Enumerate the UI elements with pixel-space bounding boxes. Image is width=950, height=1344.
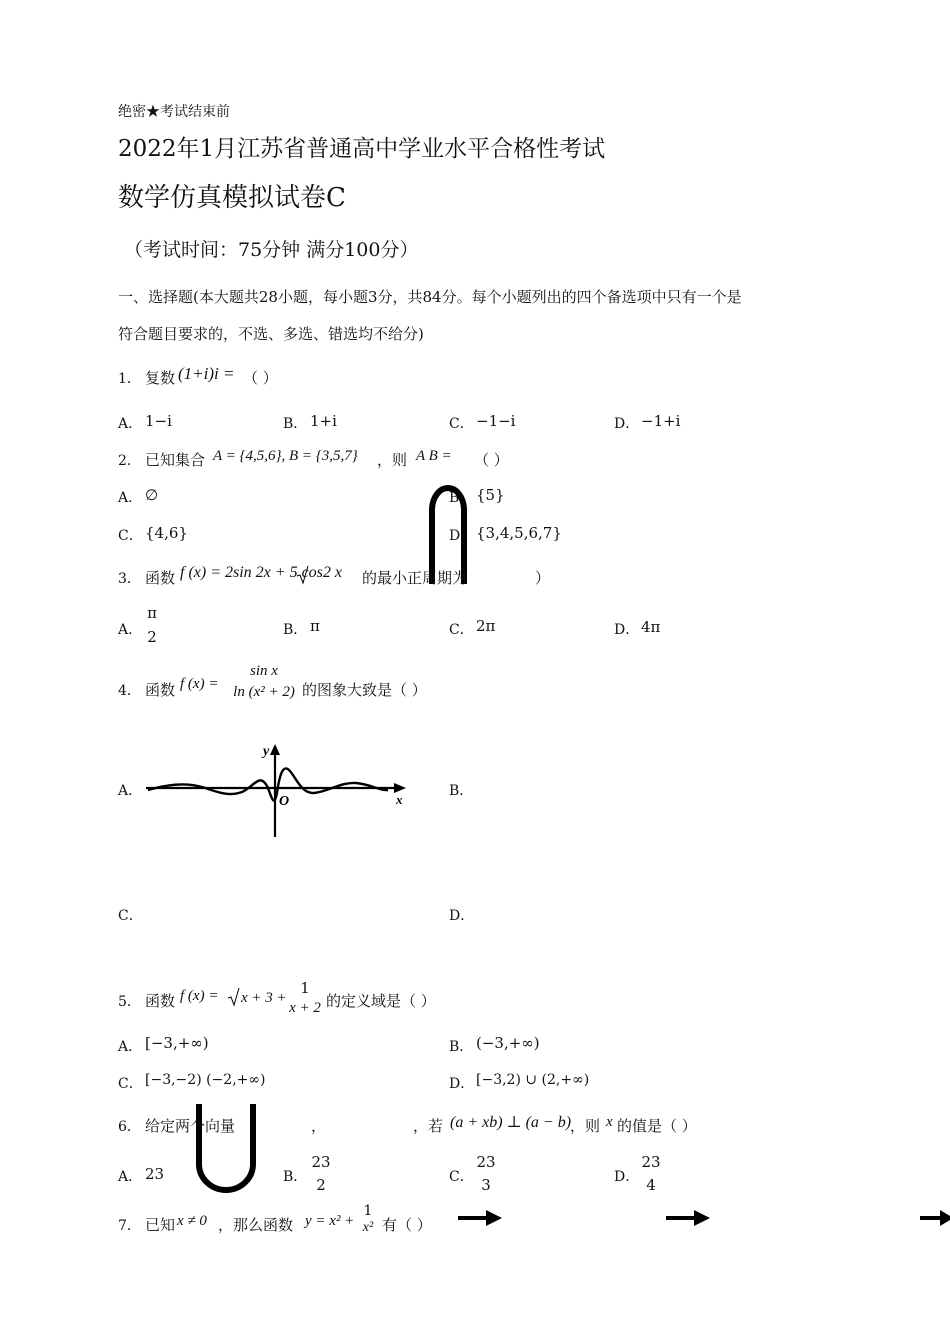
- question-stem: ，若: [413, 1117, 444, 1135]
- question-math: f (x) =: [180, 676, 219, 692]
- option-b-label: B．: [449, 1039, 474, 1055]
- option-d-label: D．: [614, 622, 640, 638]
- option-c-text: −1−i: [476, 412, 516, 430]
- option-c-label: C．: [449, 416, 474, 432]
- option-d-text: {3,4,5,6,7}: [476, 524, 562, 542]
- option-b-label: B．: [449, 783, 474, 799]
- option-b-label: B．: [283, 416, 308, 432]
- paper-title: 数学仿真模拟试卷C: [118, 183, 346, 213]
- option-d-fraction: [640, 1155, 662, 1193]
- option-b-text: (−3,+∞): [476, 1034, 540, 1052]
- function-curve: [148, 768, 388, 800]
- option-c-label: C．: [449, 1169, 474, 1185]
- option-a-text: 23: [145, 1165, 165, 1183]
- question-fraction: [226, 664, 302, 700]
- y-axis-arrow: [270, 744, 280, 755]
- question-number: 5．: [118, 994, 141, 1010]
- question-math: x + 3 +: [241, 990, 287, 1006]
- option-b-label: B．: [283, 622, 308, 638]
- question-number: 2．: [118, 453, 141, 469]
- question-stem: 的最小正周期为: [362, 569, 468, 587]
- option-a-text: 1−i: [145, 412, 172, 430]
- union-symbol: [195, 1104, 257, 1194]
- answer-blank: （ ）: [474, 451, 509, 469]
- question-stem: ，: [311, 1117, 327, 1135]
- answer-blank: ）: [535, 569, 551, 587]
- question-fraction: [358, 1204, 378, 1235]
- radical-sign: [228, 988, 240, 1006]
- vector-arrow-icon: [456, 1208, 504, 1228]
- question-number: 1．: [118, 371, 141, 387]
- x-axis-label: x: [396, 792, 403, 807]
- fraction-denominator: x²: [362, 1220, 374, 1235]
- option-b-text: 1+i: [310, 412, 337, 430]
- origin-label: O: [279, 794, 290, 809]
- option-d-text: [−3,2) ∪ (2,+∞): [476, 1072, 590, 1088]
- option-a-text: [−3,+∞): [145, 1034, 209, 1052]
- fraction-numerator: sin x: [250, 663, 278, 679]
- question-number: 4．: [118, 683, 141, 699]
- fraction-numerator: 23: [476, 1153, 496, 1171]
- option-d-label: D．: [449, 528, 475, 544]
- question-number: 3．: [118, 571, 141, 587]
- question-stem: 的图象大致是（ ）: [302, 681, 427, 699]
- fraction-denominator: 2: [316, 1176, 326, 1194]
- question-math: f (x) = 2sin 2x + 5 cos2 x: [180, 564, 342, 581]
- option-b-text: {5}: [476, 486, 505, 504]
- question-stem: ，那么函数: [218, 1216, 294, 1234]
- question-stem: 函数: [145, 681, 176, 699]
- option-b-text: π: [310, 617, 320, 635]
- fraction-numerator: 23: [311, 1153, 331, 1171]
- option-a-label: A．: [118, 416, 143, 432]
- question-stem: 已知: [145, 1216, 176, 1234]
- question-stem: ，则: [570, 1117, 601, 1135]
- question-math: f (x) =: [180, 988, 219, 1004]
- question-stem: 给定两个向量: [145, 1117, 236, 1135]
- option-c-fraction: [475, 1155, 497, 1193]
- option-a-label: A．: [118, 490, 143, 506]
- fraction-denominator: 3: [481, 1176, 491, 1194]
- question-math: A = {4,5,6}, B = {3,5,7}: [213, 448, 358, 464]
- question-stem: 函数: [145, 569, 176, 587]
- option-a-label: A．: [118, 622, 143, 638]
- fraction-denominator: ln (x² + 2): [233, 684, 295, 700]
- option-d-label: D．: [449, 1076, 475, 1092]
- exam-title: 2022年1月江苏省普通高中学业水平合格性考试: [118, 136, 606, 162]
- option-d-label: D．: [614, 416, 640, 432]
- option-b-label: B．: [283, 1169, 308, 1185]
- fraction-denominator: 2: [147, 628, 157, 646]
- option-c-text: {4,6}: [145, 524, 188, 542]
- fraction-numerator: 1: [300, 979, 310, 997]
- option-c-label: C．: [449, 622, 474, 638]
- fraction-denominator: x + 2: [289, 1000, 321, 1016]
- question-math: A B =: [416, 448, 452, 464]
- option-c-label: C．: [118, 528, 143, 544]
- question-stem: 已知集合: [145, 451, 206, 469]
- option-b-label: B．: [449, 490, 474, 506]
- radical-sign: [297, 566, 309, 584]
- vector-arrow-icon: [918, 1208, 950, 1228]
- option-a-fraction: [144, 606, 160, 645]
- answer-blank: （ ）: [243, 369, 278, 387]
- option-a-label: A．: [118, 783, 143, 799]
- question-stem: 复数: [145, 369, 176, 387]
- question-math: x: [606, 1114, 613, 1130]
- option-b-fraction: [310, 1155, 332, 1193]
- section-instructions-line2: 符合题目要求的，不选、多选、错选均不给分): [118, 325, 424, 343]
- option-a-graph: [144, 741, 410, 839]
- option-a-label: A．: [118, 1169, 143, 1185]
- fraction-numerator: 23: [641, 1153, 661, 1171]
- option-c-label: C．: [118, 908, 143, 924]
- question-math: (a + xb) ⊥ (a − b): [450, 1114, 572, 1131]
- y-axis-label: y: [263, 744, 270, 759]
- option-a-text: ∅: [145, 486, 159, 504]
- question-stem: ，则: [377, 451, 408, 469]
- option-d-label: D．: [449, 908, 475, 924]
- option-c-label: C．: [118, 1076, 143, 1092]
- question-fraction: [286, 981, 324, 1016]
- fraction-denominator: 4: [646, 1176, 656, 1194]
- question-math: x ≠ 0: [177, 1213, 207, 1229]
- option-c-text: [−3,−2) (−2,+∞): [145, 1072, 266, 1088]
- question-math: y = x² +: [305, 1213, 355, 1229]
- option-d-text: 4π: [641, 618, 661, 636]
- secret-label: 绝密★考试结束前: [118, 104, 230, 120]
- section-instructions-line1: 一、选择题(本大题共28小题，每小题3分，共84分。每个小题列出的四个备选项中只有一个是: [118, 288, 742, 306]
- fraction-numerator: π: [147, 604, 157, 622]
- option-d-label: D．: [614, 1169, 640, 1185]
- option-d-text: −1+i: [641, 412, 681, 430]
- question-stem: 函数: [145, 992, 176, 1010]
- question-math: (1+i)i =: [178, 364, 235, 383]
- question-number: 7．: [118, 1218, 141, 1234]
- option-c-text: 2π: [476, 617, 496, 635]
- answer-blank: 有（ ）: [382, 1216, 432, 1234]
- fraction-numerator: 1: [363, 1203, 373, 1219]
- question-number: 6．: [118, 1119, 141, 1135]
- answer-blank: 的值是（ ）: [617, 1117, 697, 1135]
- question-stem: 的定义域是（ ）: [326, 992, 436, 1010]
- exam-info: （考试时间：75分钟 满分100分）: [124, 239, 419, 261]
- vector-arrow-icon: [664, 1208, 712, 1228]
- option-a-label: A．: [118, 1039, 143, 1055]
